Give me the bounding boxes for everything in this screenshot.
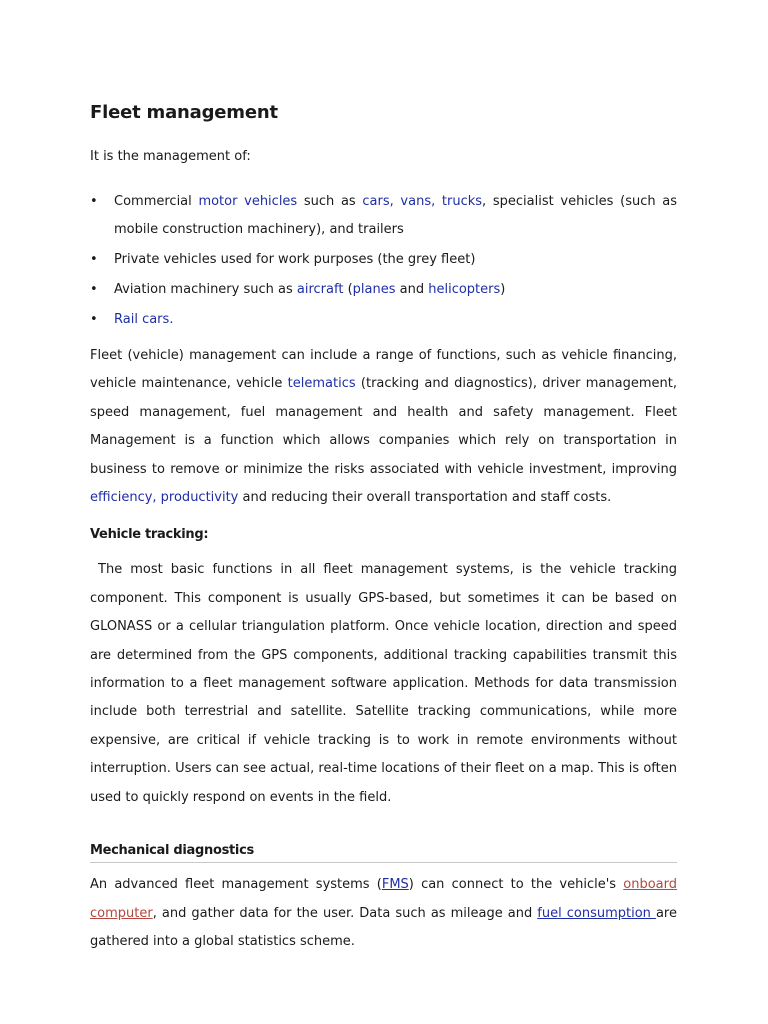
link-fms[interactable]: FMS <box>381 877 409 893</box>
vehicle-tracking-paragraph: The most basic functions in all fleet management systems, is the vehicle tracking component. This component is usually GPS-based, but sometimes it can be based on GLONASS or a cellular triangulation platform. Once vehicle location, direction and speed are determined from the GPS components, additional tracking capabilities transmit this information to a fleet management software application. Methods for data transmission include both terrestrial and satellite. Satellite tracking communications, while more expensive, are critical if vehicle tracking is to work in remote environments without interruption. Users can see actual, real-time locations of their fleet on a map. This is often used to quickly respond on events in the field. <box>90 562 682 805</box>
fleet-functions-paragraph: Fleet (vehicle) management can include a range of functions, such as vehicle financing, vehicle maintenance, vehicle telematics (tracking and diagnostics), driver management, speed management, fuel management and health and safety management. Fleet Management is a function which allows companies which rely on transportation in business to remove or minimize the risks associated with vehicle investment, improving efficiency, productivity and reducing their overall transportation and staff costs. <box>90 348 677 506</box>
link-telematics[interactable]: telematics <box>287 376 356 392</box>
page-title: Fleet management <box>90 102 278 123</box>
link-efficiency[interactable]: efficiency <box>90 490 153 506</box>
link-rail-cars[interactable]: Rail cars <box>114 312 170 327</box>
list-item: • Commercial motor vehicles such as cars, vans, trucks, specialist vehicles (such as mobile construction machinery), and trailers <box>90 188 677 244</box>
link-vans[interactable]: vans <box>400 194 432 209</box>
list-item: • Private vehicles used for work purposes (the grey fleet) <box>90 246 677 274</box>
bullet-icon: • <box>90 282 98 297</box>
link-helicopters[interactable]: helicopters <box>428 282 501 297</box>
link-onboard-computer[interactable]: onboard computer <box>90 877 677 921</box>
link-motor-vehicles[interactable]: motor vehicles <box>198 194 298 209</box>
fleet-types-list <box>90 188 677 334</box>
link-cars[interactable]: cars <box>362 194 390 209</box>
bullet-icon: • <box>90 252 98 267</box>
bullet-icon: • <box>90 194 98 209</box>
link-aircraft[interactable]: aircraft <box>296 282 344 297</box>
link-fuel-consumption[interactable]: fuel consumption <box>537 905 656 921</box>
link-trucks[interactable]: trucks <box>441 194 483 209</box>
link-productivity[interactable]: productivity <box>160 490 239 506</box>
document-body <box>90 100 682 956</box>
link-planes[interactable]: planes <box>352 282 396 297</box>
bullet-icon: • <box>90 312 98 327</box>
heading-mechanical-diagnostics: Mechanical diagnostics <box>90 842 677 863</box>
list-item: • Rail cars. <box>90 306 677 334</box>
diagnostics-paragraph: An advanced fleet management systems (FMS) can connect to the vehicle's onboard computer, and gather data for the user. Data such as mileage and fuel consumption are gathered into a global statistics scheme. <box>90 877 677 949</box>
heading-vehicle-tracking: Vehicle tracking: <box>90 527 209 543</box>
list-item: • Aviation machinery such as aircraft (planes and helicopters) <box>90 276 677 304</box>
intro-text: It is the management of: <box>90 149 251 164</box>
